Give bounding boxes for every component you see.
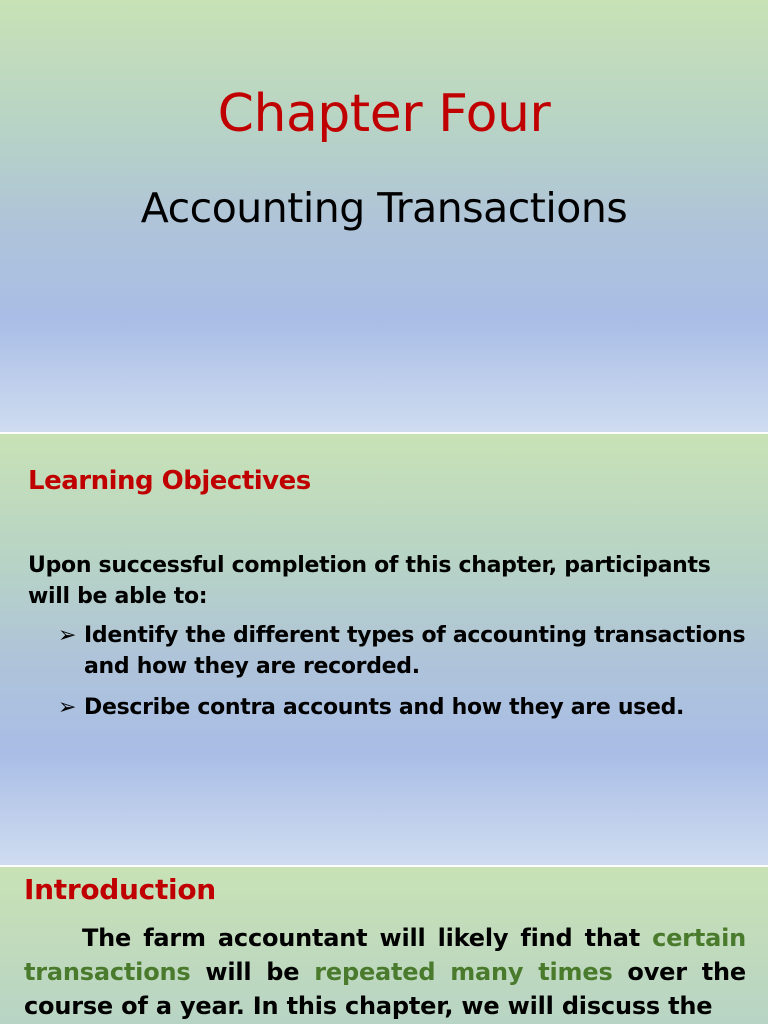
slide-learning-objectives bbox=[0, 434, 768, 865]
introduction-heading: Introduction bbox=[24, 873, 216, 906]
slide-introduction bbox=[0, 867, 768, 1024]
slide-title bbox=[0, 0, 768, 432]
paragraph-text: The farm accountant will likely find that bbox=[82, 924, 653, 952]
objectives-list bbox=[58, 620, 748, 733]
objective-item bbox=[58, 692, 748, 723]
objectives-intro-text: Upon successful completion of this chapter, participants will be able to: bbox=[28, 553, 711, 609]
learning-objectives-heading: Learning Objectives bbox=[28, 466, 311, 496]
chapter-title: Chapter Four bbox=[217, 84, 551, 144]
objective-item bbox=[58, 620, 748, 682]
highlight-text: repeated many times bbox=[314, 958, 613, 986]
arrow-bullet-icon: ➢ bbox=[58, 623, 77, 648]
introduction-paragraph bbox=[24, 921, 746, 1023]
paragraph-text: will be bbox=[190, 958, 315, 986]
chapter-subtitle: Accounting Transactions bbox=[140, 184, 628, 232]
objective-text: Identify the different types of accounting transactions and how they are recorded. bbox=[84, 623, 746, 679]
paragraph-text: over the course of a year. In this chapter, we will discuss the bbox=[24, 958, 746, 1020]
highlight-text: certain transactions bbox=[24, 924, 746, 986]
arrow-bullet-icon: ➢ bbox=[58, 695, 77, 720]
objective-text: Describe contra accounts and how they are used. bbox=[84, 695, 685, 720]
